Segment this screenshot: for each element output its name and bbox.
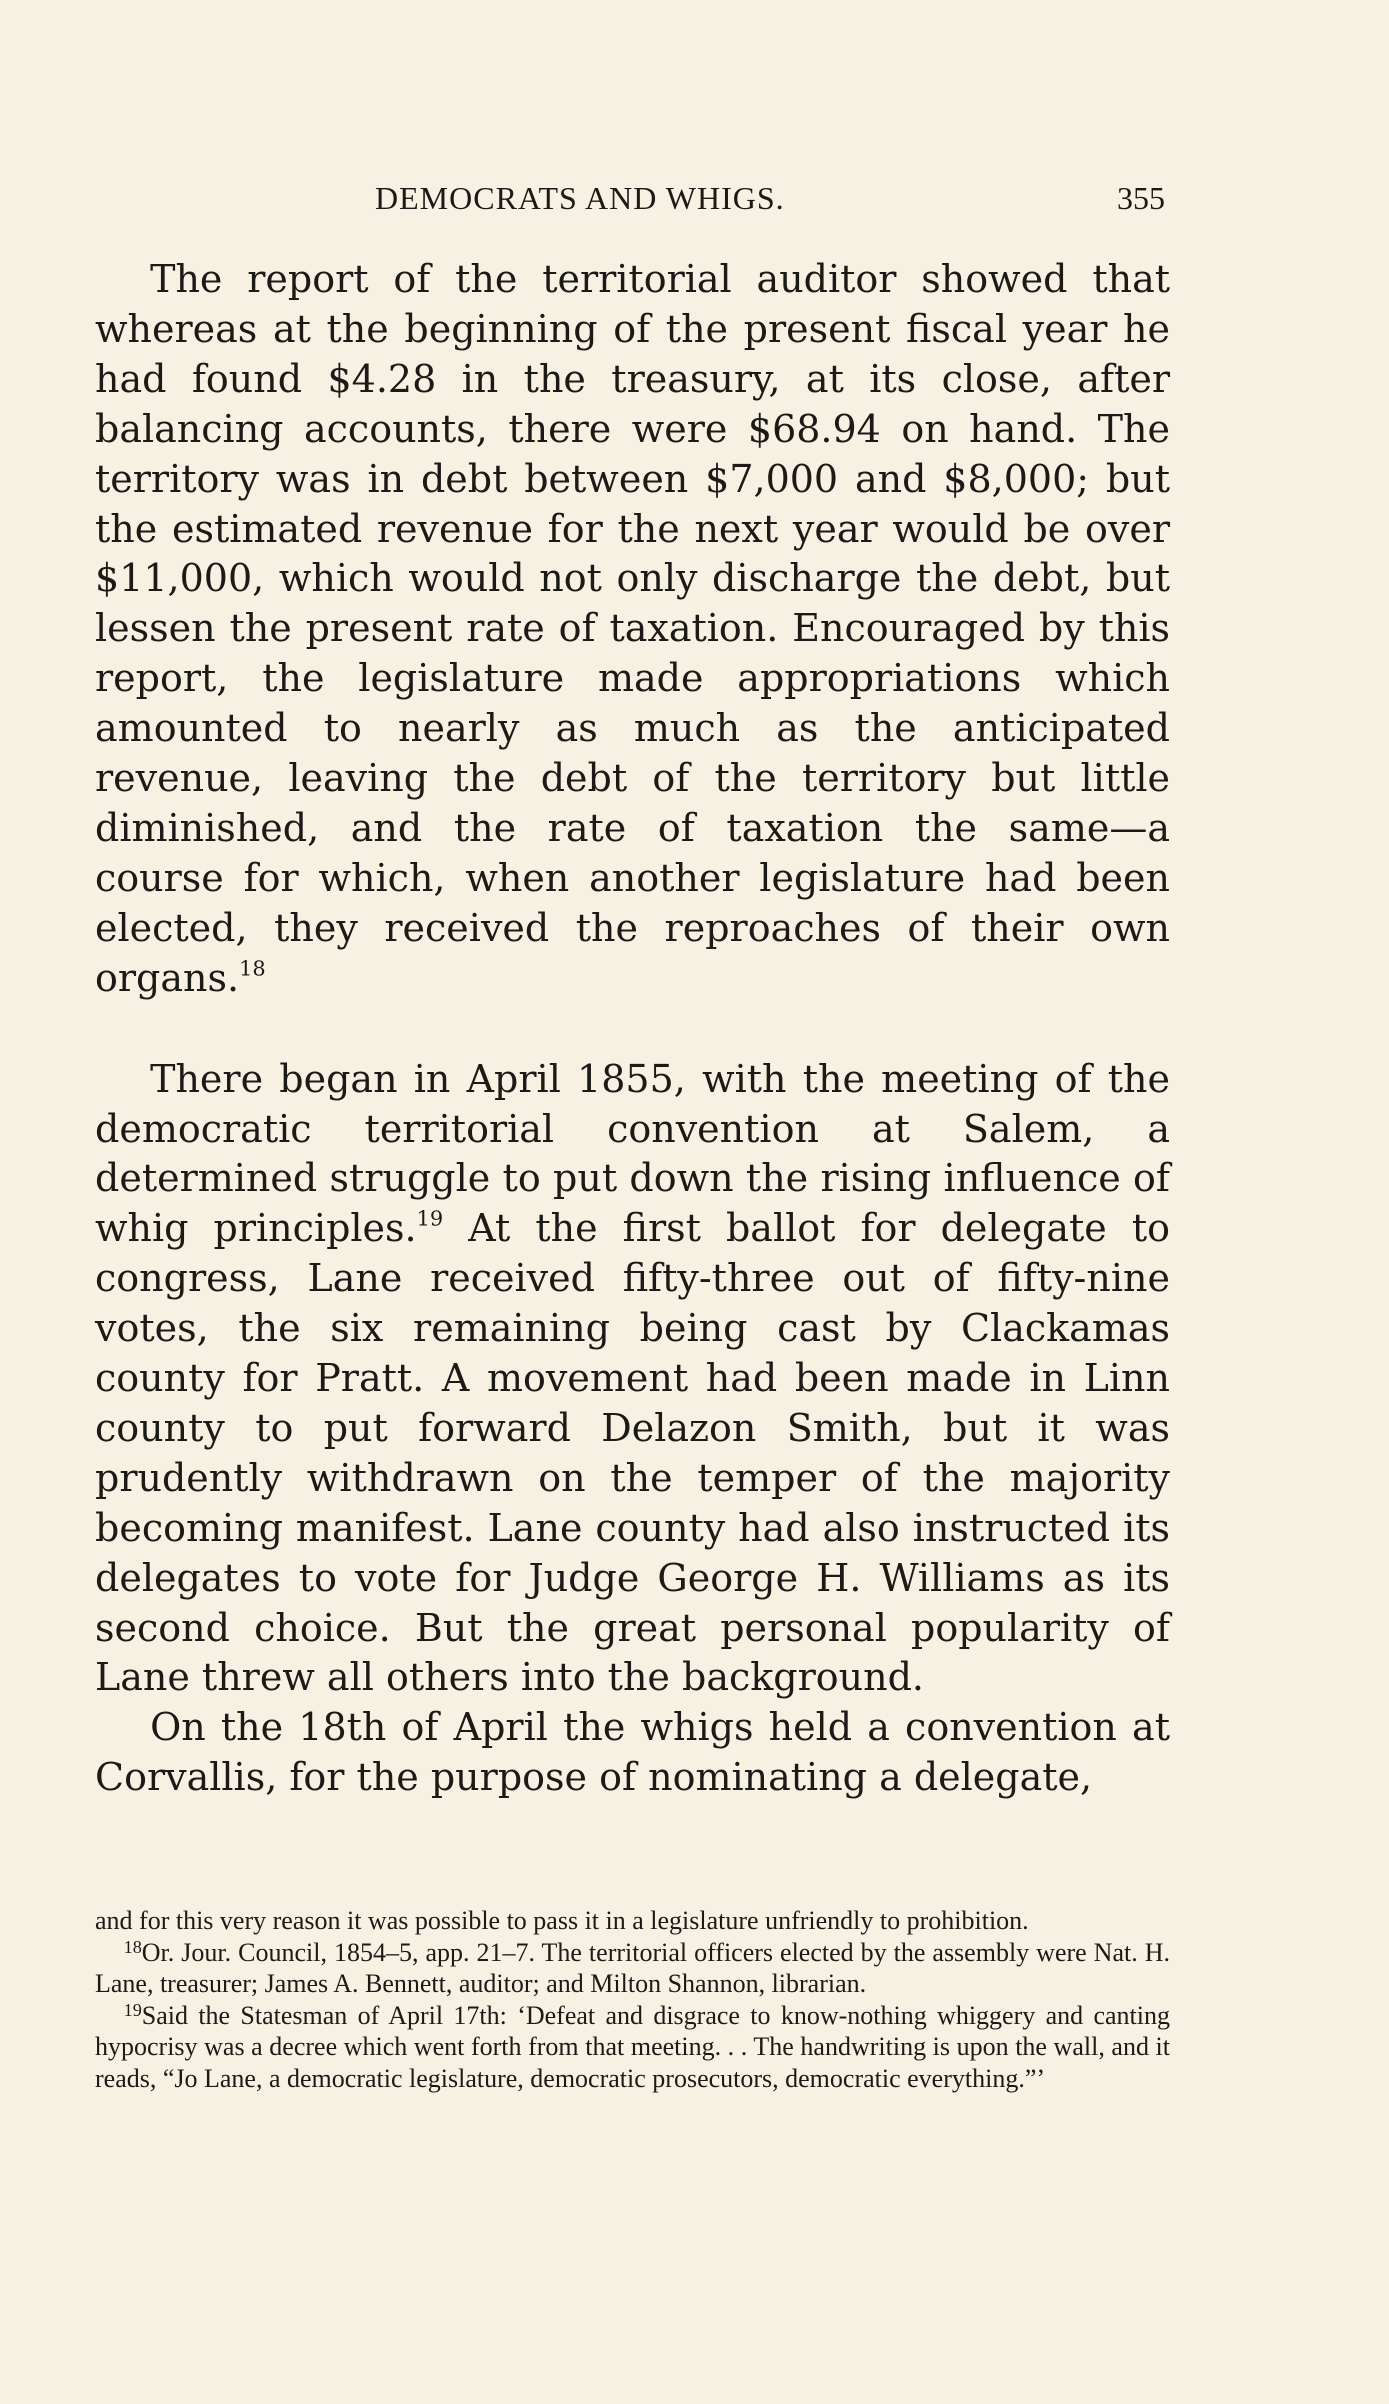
footnote-ref-18: 18 (239, 956, 266, 981)
footnote-ref-19: 19 (416, 1206, 444, 1231)
paragraph-1-text: The report of the territorial auditor showed that whereas at the beginning of the present fiscal year he had found $4.28 in the treasury, at its close, after balancing accounts, there were $68.94 on hand. The territory was in debt between $7,000 and $8,000; but the estimated revenue for the next year would be over $11,000, which would not only discharge the debt, but lessen the present rate of taxation. Encouraged by this report, the legislature made appropriations which amounted to nearly as much as the anticipated revenue, leaving the debt of the territory but little diminished, and the rate of taxation the same—a course for which, when another legislature had been elected, they received the reproaches of their own organs. (95, 257, 1170, 1000)
footnotes (95, 1905, 1170, 2094)
footnote-18 (95, 1937, 1170, 2000)
footnote-19-text: Said the Statesman of April 17th: ‘Defeat and disgrace to know-nothing whiggery and canting hypocrisy was a decree which went forth from that meeting. . . The handwriting is upon the wall, and it reads, “Jo Lane, a democratic legislature, democratic prosecutors, democratic everything.”’ (95, 2000, 1170, 2093)
paragraph-gap (95, 1004, 1170, 1055)
page-header (100, 180, 1165, 228)
footnote-19 (95, 2000, 1170, 2095)
body-text (95, 255, 1170, 1803)
footnote-18-number: 18 (123, 1936, 142, 1957)
paragraph-2-text-a: There began in April 1855, with the meeting of the democratic territorial convention at Salem, a determined struggle to put down the rising influence of whig principles. (95, 1056, 1170, 1251)
footnote-continued-text: and for this very reason it was possible to pass it in a legislature unfriendly to prohibition. (95, 1906, 1029, 1935)
paragraph-2-text-b: At the first ballot for delegate to congress, Lane received fifty-three out of fifty-nine votes, the six remaining being cast by Clackamas county for Pratt. A movement had been made in Linn county to put forward Delazon Smith, but it was prudently withdrawn on the temper of the majority becoming manifest. Lane county had also instructed its delegates to vote for Judge George H. Williams as its second choice. But the great personal popularity of Lane threw all others into the background. (95, 1206, 1170, 1700)
paragraph-2 (95, 1055, 1170, 1704)
footnote-continued (95, 1905, 1170, 1937)
footnote-18-text: Or. Jour. Council, 1854–5, app. 21–7. The territorial officers elected by the assembly were Nat. H. Lane, treasurer; James A. Bennett, auditor; and Milton Shannon, librarian. (95, 1937, 1170, 1998)
page-number: 355 (1117, 180, 1165, 216)
paragraph-1 (95, 255, 1170, 1004)
footnote-19-number: 19 (123, 1999, 142, 2020)
running-title: DEMOCRATS AND WHIGS. (375, 180, 785, 216)
paragraph-3-text: On the 18th of April the whigs held a convention at Corvallis, for the purpose of nominating a delegate, (95, 1705, 1170, 1800)
paragraph-3 (95, 1703, 1170, 1803)
